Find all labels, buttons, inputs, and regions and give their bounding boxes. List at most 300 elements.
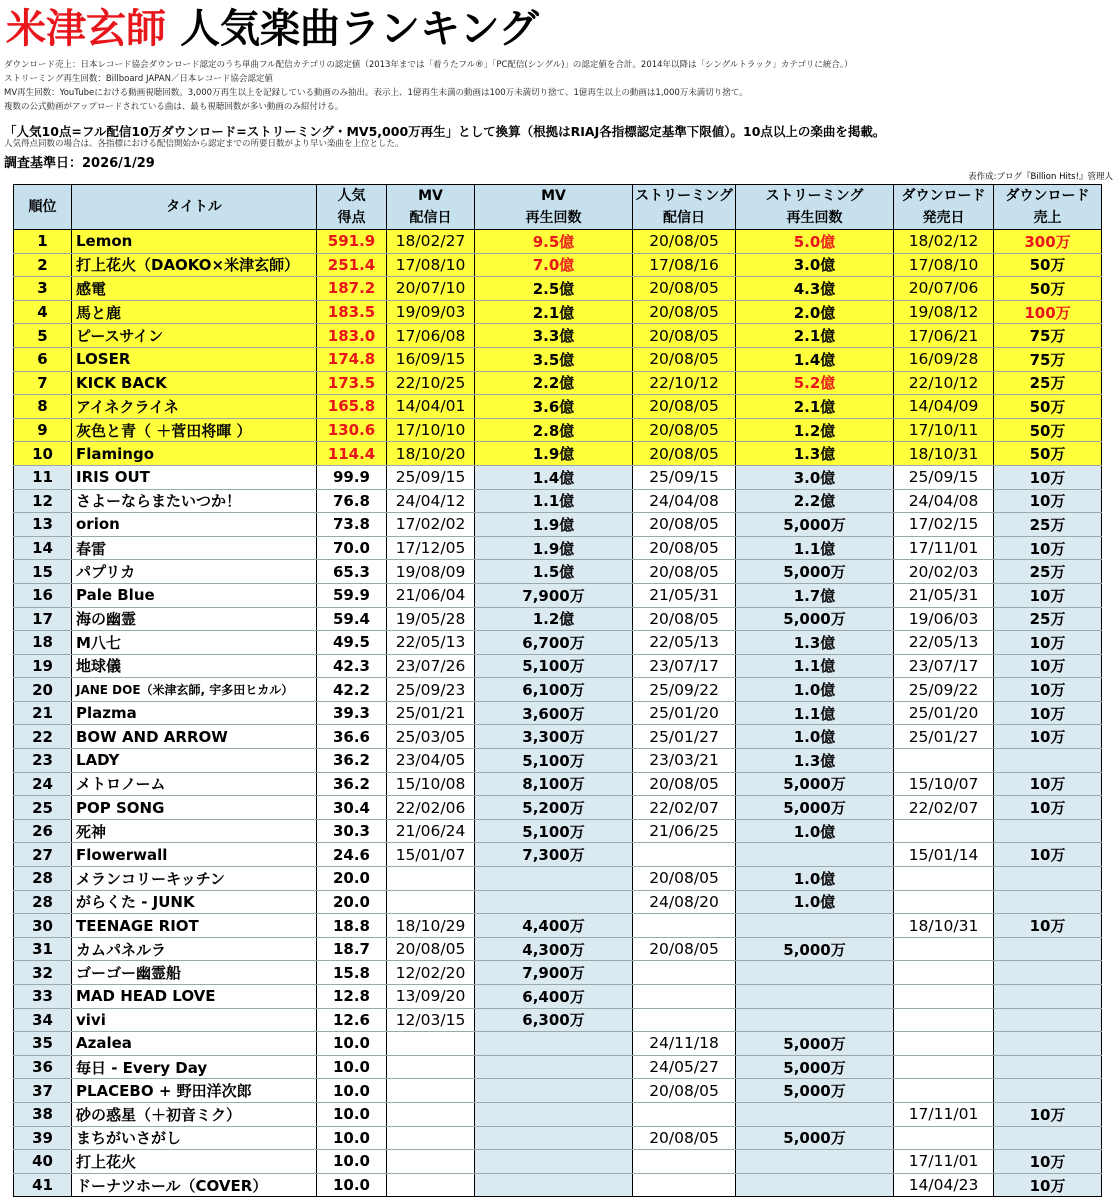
cell-dl-date	[894, 867, 994, 891]
cell-st-plays: 5,000万	[736, 772, 894, 796]
cell-dl-sales: 10万	[994, 796, 1102, 820]
cell-score: 114.4	[317, 442, 387, 466]
table-row	[14, 300, 1102, 324]
cell-mv-date	[387, 1150, 475, 1174]
cell-title: Flowerwall	[72, 843, 317, 867]
cell-dl-sales	[994, 819, 1102, 843]
cell-mv-date: 19/09/03	[387, 300, 475, 324]
cell-st-date	[633, 985, 736, 1009]
cell-dl-sales: 10万	[994, 583, 1102, 607]
cell-st-date	[633, 1173, 736, 1197]
cell-title: orion	[72, 513, 317, 537]
cell-st-date: 23/07/17	[633, 654, 736, 678]
cell-dl-sales: 10万	[994, 678, 1102, 702]
cell-mv-date: 21/06/04	[387, 583, 475, 607]
cell-st-date: 20/08/05	[633, 772, 736, 796]
cell-st-date: 17/08/16	[633, 253, 736, 277]
cell-st-plays: 1.0億	[736, 819, 894, 843]
cell-score: 99.9	[317, 465, 387, 489]
cell-mv-date: 19/08/09	[387, 560, 475, 584]
cell-score: 18.8	[317, 914, 387, 938]
cell-score: 39.3	[317, 701, 387, 725]
table-row	[14, 371, 1102, 395]
cell-dl-sales: 25万	[994, 607, 1102, 631]
cell-score: 59.9	[317, 583, 387, 607]
cell-mv-plays	[475, 1102, 633, 1126]
cell-mv-plays: 7,300万	[475, 843, 633, 867]
cell-score: 65.3	[317, 560, 387, 584]
cell-mv-plays	[475, 890, 633, 914]
cell-dl-sales: 10万	[994, 489, 1102, 513]
cell-mv-date: 17/08/10	[387, 253, 475, 277]
table-row	[14, 395, 1102, 419]
cell-rank: 41	[14, 1173, 72, 1197]
cell-dl-date	[894, 1079, 994, 1103]
cell-mv-plays	[475, 1055, 633, 1079]
cell-rank: 18	[14, 631, 72, 655]
cell-st-plays: 5,000万	[736, 560, 894, 584]
cell-dl-sales: 10万	[994, 536, 1102, 560]
cell-rank: 6	[14, 347, 72, 371]
cell-st-plays	[736, 1008, 894, 1032]
cell-mv-date: 25/01/21	[387, 701, 475, 725]
cell-dl-date: 17/11/01	[894, 1102, 994, 1126]
table-row	[14, 961, 1102, 985]
table-row	[14, 230, 1102, 254]
cell-title: M八七	[72, 631, 317, 655]
cell-mv-plays: 1.9億	[475, 513, 633, 537]
table-row	[14, 442, 1102, 466]
cell-st-date: 20/08/05	[633, 277, 736, 301]
cell-dl-date: 20/02/03	[894, 560, 994, 584]
cell-st-plays: 1.1億	[736, 536, 894, 560]
cell-st-plays: 1.3億	[736, 442, 894, 466]
cell-st-date	[633, 961, 736, 985]
cell-st-plays: 1.3億	[736, 631, 894, 655]
table-row	[14, 583, 1102, 607]
cell-rank: 10	[14, 442, 72, 466]
cell-rank: 8	[14, 395, 72, 419]
table-row	[14, 1173, 1102, 1197]
cell-mv-plays: 2.5億	[475, 277, 633, 301]
cell-mv-date: 16/09/15	[387, 347, 475, 371]
cell-score: 36.2	[317, 772, 387, 796]
cell-dl-sales	[994, 961, 1102, 985]
cell-score: 36.6	[317, 725, 387, 749]
cell-dl-sales: 10万	[994, 1173, 1102, 1197]
ranking-table	[13, 184, 1102, 1197]
cell-title: POP SONG	[72, 796, 317, 820]
table-row	[14, 513, 1102, 537]
header-rank: 順位	[14, 185, 72, 230]
table-row	[14, 277, 1102, 301]
cell-st-plays: 5,000万	[736, 513, 894, 537]
cell-mv-date	[387, 1032, 475, 1056]
cell-st-date: 24/11/18	[633, 1032, 736, 1056]
table-row	[14, 253, 1102, 277]
cell-mv-plays: 2.8億	[475, 418, 633, 442]
cell-st-plays: 1.4億	[736, 347, 894, 371]
author-credit: 表作成:ブログ『Billion Hits!』管理人	[968, 172, 1113, 182]
cell-title: PLACEBO + 野田洋次郎	[72, 1079, 317, 1103]
cell-st-plays: 1.0億	[736, 867, 894, 891]
cell-st-date: 20/08/05	[633, 536, 736, 560]
cell-rank: 7	[14, 371, 72, 395]
cell-dl-date	[894, 1055, 994, 1079]
cell-st-plays: 3.0億	[736, 253, 894, 277]
cell-st-plays	[736, 914, 894, 938]
cell-mv-plays: 5,100万	[475, 819, 633, 843]
cell-st-date	[633, 843, 736, 867]
cell-dl-sales: 300万	[994, 230, 1102, 254]
cell-mv-plays: 1.9億	[475, 536, 633, 560]
cell-score: 130.6	[317, 418, 387, 442]
cell-title: LADY	[72, 749, 317, 773]
cell-score: 30.3	[317, 819, 387, 843]
cell-dl-sales: 50万	[994, 418, 1102, 442]
cell-title: 砂の惑星（＋初音ミク）	[72, 1102, 317, 1126]
cell-mv-plays: 4,300万	[475, 937, 633, 961]
cell-dl-sales	[994, 985, 1102, 1009]
cell-dl-date	[894, 749, 994, 773]
cell-score: 10.0	[317, 1126, 387, 1150]
table-row	[14, 1008, 1102, 1032]
cell-dl-sales: 10万	[994, 772, 1102, 796]
cell-title: 打上花火	[72, 1150, 317, 1174]
cell-st-plays: 2.2億	[736, 489, 894, 513]
cell-dl-sales	[994, 1079, 1102, 1103]
table-row	[14, 1032, 1102, 1056]
cell-title: JANE DOE（米津玄師, 宇多田ヒカル）	[72, 678, 317, 702]
cell-mv-plays	[475, 1032, 633, 1056]
cell-mv-date: 18/10/20	[387, 442, 475, 466]
table-row	[14, 1126, 1102, 1150]
table-row	[14, 1079, 1102, 1103]
cell-st-date: 25/09/15	[633, 465, 736, 489]
cell-rank: 20	[14, 678, 72, 702]
cell-dl-sales: 25万	[994, 560, 1102, 584]
cell-st-plays: 5,000万	[736, 1032, 894, 1056]
table-row	[14, 937, 1102, 961]
cell-dl-sales	[994, 1055, 1102, 1079]
table-row	[14, 536, 1102, 560]
cell-dl-date	[894, 890, 994, 914]
cell-dl-sales	[994, 890, 1102, 914]
table-row	[14, 1102, 1102, 1126]
cell-st-date: 24/04/08	[633, 489, 736, 513]
cell-st-plays: 1.0億	[736, 678, 894, 702]
cell-mv-date: 15/01/07	[387, 843, 475, 867]
cell-title: Lemon	[72, 230, 317, 254]
cell-st-plays: 5.2億	[736, 371, 894, 395]
cell-dl-sales: 50万	[994, 395, 1102, 419]
cell-st-date: 20/08/05	[633, 442, 736, 466]
cell-st-plays	[736, 961, 894, 985]
cell-dl-sales: 75万	[994, 324, 1102, 348]
table-row	[14, 772, 1102, 796]
cell-mv-plays: 6,400万	[475, 985, 633, 1009]
cell-mv-date: 15/10/08	[387, 772, 475, 796]
cell-title: 海の幽霊	[72, 607, 317, 631]
cell-score: 20.0	[317, 890, 387, 914]
cell-mv-plays: 3,600万	[475, 701, 633, 725]
cell-dl-sales: 100万	[994, 300, 1102, 324]
cell-mv-date: 17/06/08	[387, 324, 475, 348]
table-row	[14, 1055, 1102, 1079]
cell-score: 15.8	[317, 961, 387, 985]
cell-st-date: 20/08/05	[633, 607, 736, 631]
table-row	[14, 796, 1102, 820]
cell-st-plays: 1.7億	[736, 583, 894, 607]
cell-score: 70.0	[317, 536, 387, 560]
cell-rank: 30	[14, 914, 72, 938]
cell-st-plays: 1.0億	[736, 890, 894, 914]
cell-dl-date	[894, 937, 994, 961]
tiebreak-rule: 人気得点同数の場合は、各指標における配信開始から認定までの所要日数がより早い楽曲を上位とした。	[4, 139, 404, 149]
cell-title: メトロノーム	[72, 772, 317, 796]
table-row	[14, 725, 1102, 749]
cell-score: 10.0	[317, 1079, 387, 1103]
cell-score: 36.2	[317, 749, 387, 773]
cell-dl-sales: 25万	[994, 513, 1102, 537]
cell-mv-date: 20/07/10	[387, 277, 475, 301]
cell-title: がらくた - JUNK	[72, 890, 317, 914]
cell-score: 10.0	[317, 1055, 387, 1079]
cell-st-date	[633, 1102, 736, 1126]
cell-dl-date: 14/04/23	[894, 1173, 994, 1197]
cell-dl-sales: 75万	[994, 347, 1102, 371]
cell-dl-date	[894, 819, 994, 843]
cell-mv-date: 24/04/12	[387, 489, 475, 513]
table-row	[14, 985, 1102, 1009]
cell-title: 馬と鹿	[72, 300, 317, 324]
cell-score: 12.6	[317, 1008, 387, 1032]
header-title: タイトル	[72, 185, 317, 230]
header-download-date: ダウンロード 発売日	[894, 185, 994, 230]
cell-st-plays: 3.0億	[736, 465, 894, 489]
cell-dl-date: 23/07/17	[894, 654, 994, 678]
cell-dl-sales: 10万	[994, 1102, 1102, 1126]
cell-score: 165.8	[317, 395, 387, 419]
table-row	[14, 867, 1102, 891]
cell-rank: 9	[14, 418, 72, 442]
table-row	[14, 465, 1102, 489]
cell-st-plays: 2.1億	[736, 395, 894, 419]
cell-mv-plays: 3.3億	[475, 324, 633, 348]
cell-rank: 16	[14, 583, 72, 607]
cell-title: 打上花火（DAOKO×米津玄師）	[72, 253, 317, 277]
cell-mv-plays: 5,100万	[475, 749, 633, 773]
cell-mv-plays: 5,100万	[475, 654, 633, 678]
cell-dl-date: 19/06/03	[894, 607, 994, 631]
cell-title: Flamingo	[72, 442, 317, 466]
cell-dl-date: 18/02/12	[894, 230, 994, 254]
cell-dl-sales: 10万	[994, 1150, 1102, 1174]
cell-st-date: 20/08/05	[633, 395, 736, 419]
cell-mv-date: 23/04/05	[387, 749, 475, 773]
cell-st-date	[633, 1008, 736, 1032]
cell-title: メランコリーキッチン	[72, 867, 317, 891]
cell-dl-date: 16/09/28	[894, 347, 994, 371]
cell-rank: 13	[14, 513, 72, 537]
cell-rank: 23	[14, 749, 72, 773]
cell-mv-date: 12/02/20	[387, 961, 475, 985]
cell-rank: 36	[14, 1055, 72, 1079]
cell-st-date: 25/01/27	[633, 725, 736, 749]
cell-dl-date: 17/06/21	[894, 324, 994, 348]
cell-st-plays	[736, 843, 894, 867]
cell-title: パプリカ	[72, 560, 317, 584]
cell-st-plays: 1.1億	[736, 654, 894, 678]
cell-rank: 4	[14, 300, 72, 324]
cell-st-date: 23/03/21	[633, 749, 736, 773]
cell-mv-date: 12/03/15	[387, 1008, 475, 1032]
cell-score: 183.5	[317, 300, 387, 324]
cell-mv-date	[387, 1102, 475, 1126]
cell-st-date: 25/09/22	[633, 678, 736, 702]
cell-mv-date	[387, 867, 475, 891]
cell-rank: 25	[14, 796, 72, 820]
cell-score: 18.7	[317, 937, 387, 961]
cell-rank: 24	[14, 772, 72, 796]
cell-dl-date: 17/10/11	[894, 418, 994, 442]
cell-st-date: 20/08/05	[633, 1079, 736, 1103]
cell-title: BOW AND ARROW	[72, 725, 317, 749]
cell-rank: 17	[14, 607, 72, 631]
cell-mv-plays: 6,700万	[475, 631, 633, 655]
cell-st-plays: 5,000万	[736, 607, 894, 631]
cell-dl-date: 25/01/20	[894, 701, 994, 725]
cell-rank: 27	[14, 843, 72, 867]
cell-st-date: 20/08/05	[633, 418, 736, 442]
cell-rank: 19	[14, 654, 72, 678]
cell-score: 174.8	[317, 347, 387, 371]
cell-score: 42.2	[317, 678, 387, 702]
cell-score: 24.6	[317, 843, 387, 867]
cell-title: vivi	[72, 1008, 317, 1032]
cell-score: 42.3	[317, 654, 387, 678]
cell-mv-date: 25/03/05	[387, 725, 475, 749]
ranking-title: 人気楽曲ランキング	[180, 6, 539, 52]
cell-dl-sales: 10万	[994, 843, 1102, 867]
cell-st-plays: 5,000万	[736, 796, 894, 820]
header-streaming-date: ストリーミング 配信日	[633, 185, 736, 230]
cell-st-date: 20/08/05	[633, 300, 736, 324]
page-title	[6, 2, 539, 56]
cell-score: 59.4	[317, 607, 387, 631]
cell-dl-sales: 50万	[994, 253, 1102, 277]
cell-title: まちがいさがし	[72, 1126, 317, 1150]
cell-dl-date: 18/10/31	[894, 442, 994, 466]
cell-dl-date: 15/01/14	[894, 843, 994, 867]
cell-score: 187.2	[317, 277, 387, 301]
cell-score: 183.0	[317, 324, 387, 348]
cell-dl-date: 17/11/01	[894, 1150, 994, 1174]
cell-st-date: 24/08/20	[633, 890, 736, 914]
cell-score: 73.8	[317, 513, 387, 537]
notes-block	[4, 58, 1104, 114]
cell-mv-date: 22/05/13	[387, 631, 475, 655]
cell-mv-date	[387, 1055, 475, 1079]
table-header-row	[14, 185, 1102, 230]
header-streaming-plays: ストリーミング 再生回数	[736, 185, 894, 230]
cell-mv-date: 14/04/01	[387, 395, 475, 419]
cell-st-date: 22/02/07	[633, 796, 736, 820]
cell-score: 10.0	[317, 1150, 387, 1174]
cell-title: MAD HEAD LOVE	[72, 985, 317, 1009]
cell-dl-date	[894, 1032, 994, 1056]
cell-title: LOSER	[72, 347, 317, 371]
cell-rank: 39	[14, 1126, 72, 1150]
table-row	[14, 324, 1102, 348]
cell-title: アイネクライネ	[72, 395, 317, 419]
cell-st-plays	[736, 1173, 894, 1197]
cell-title: ドーナツホール（COVER）	[72, 1173, 317, 1197]
cell-st-plays	[736, 985, 894, 1009]
cell-mv-date: 18/10/29	[387, 914, 475, 938]
cell-title: 死神	[72, 819, 317, 843]
table-row	[14, 560, 1102, 584]
note-mv: MV再生回数：YouTubeにおける動画視聴回数。3,000万再生以上を記録している動画のみ抽出。表示上、1億再生未満の動画は100万未満切り捨て、1億再生以上の動画は1,000万未満切り捨て。	[4, 88, 748, 98]
cell-rank: 14	[14, 536, 72, 560]
cell-score: 49.5	[317, 631, 387, 655]
cell-st-date: 20/08/05	[633, 513, 736, 537]
cell-mv-plays: 1.2億	[475, 607, 633, 631]
cell-mv-plays: 7.0億	[475, 253, 633, 277]
cell-mv-date: 21/06/24	[387, 819, 475, 843]
cell-mv-date	[387, 1079, 475, 1103]
cell-score: 30.4	[317, 796, 387, 820]
table-row	[14, 607, 1102, 631]
cell-st-date	[633, 914, 736, 938]
cell-mv-plays: 2.1億	[475, 300, 633, 324]
cell-score: 173.5	[317, 371, 387, 395]
cell-st-date: 22/10/12	[633, 371, 736, 395]
cell-st-date: 20/08/05	[633, 230, 736, 254]
cell-rank: 32	[14, 961, 72, 985]
cell-rank: 22	[14, 725, 72, 749]
cell-st-date: 20/08/05	[633, 560, 736, 584]
cell-st-plays: 2.0億	[736, 300, 894, 324]
cell-mv-plays: 5,200万	[475, 796, 633, 820]
cell-mv-date: 22/10/25	[387, 371, 475, 395]
cell-mv-plays	[475, 1079, 633, 1103]
cell-score: 12.8	[317, 985, 387, 1009]
cell-rank: 28	[14, 890, 72, 914]
table-row	[14, 489, 1102, 513]
cell-dl-date: 22/10/12	[894, 371, 994, 395]
cell-dl-date: 25/09/15	[894, 465, 994, 489]
cell-dl-sales: 25万	[994, 371, 1102, 395]
cell-st-plays: 1.1億	[736, 701, 894, 725]
cell-rank: 21	[14, 701, 72, 725]
cell-dl-date: 17/08/10	[894, 253, 994, 277]
cell-st-date: 20/08/05	[633, 347, 736, 371]
cell-st-date	[633, 1150, 736, 1174]
cell-mv-plays: 9.5億	[475, 230, 633, 254]
note-streaming: ストリーミング再生回数：Billboard JAPAN／日本レコード協会認定値	[4, 74, 273, 84]
cell-title: さよーならまたいつか！	[72, 489, 317, 513]
cell-dl-date	[894, 985, 994, 1009]
table-row	[14, 914, 1102, 938]
cell-dl-sales	[994, 1032, 1102, 1056]
cell-st-plays: 1.2億	[736, 418, 894, 442]
cell-title: Azalea	[72, 1032, 317, 1056]
header-score: 人気 得点	[317, 185, 387, 230]
cell-dl-date: 15/10/07	[894, 772, 994, 796]
cell-st-plays	[736, 1150, 894, 1174]
cell-rank: 31	[14, 937, 72, 961]
